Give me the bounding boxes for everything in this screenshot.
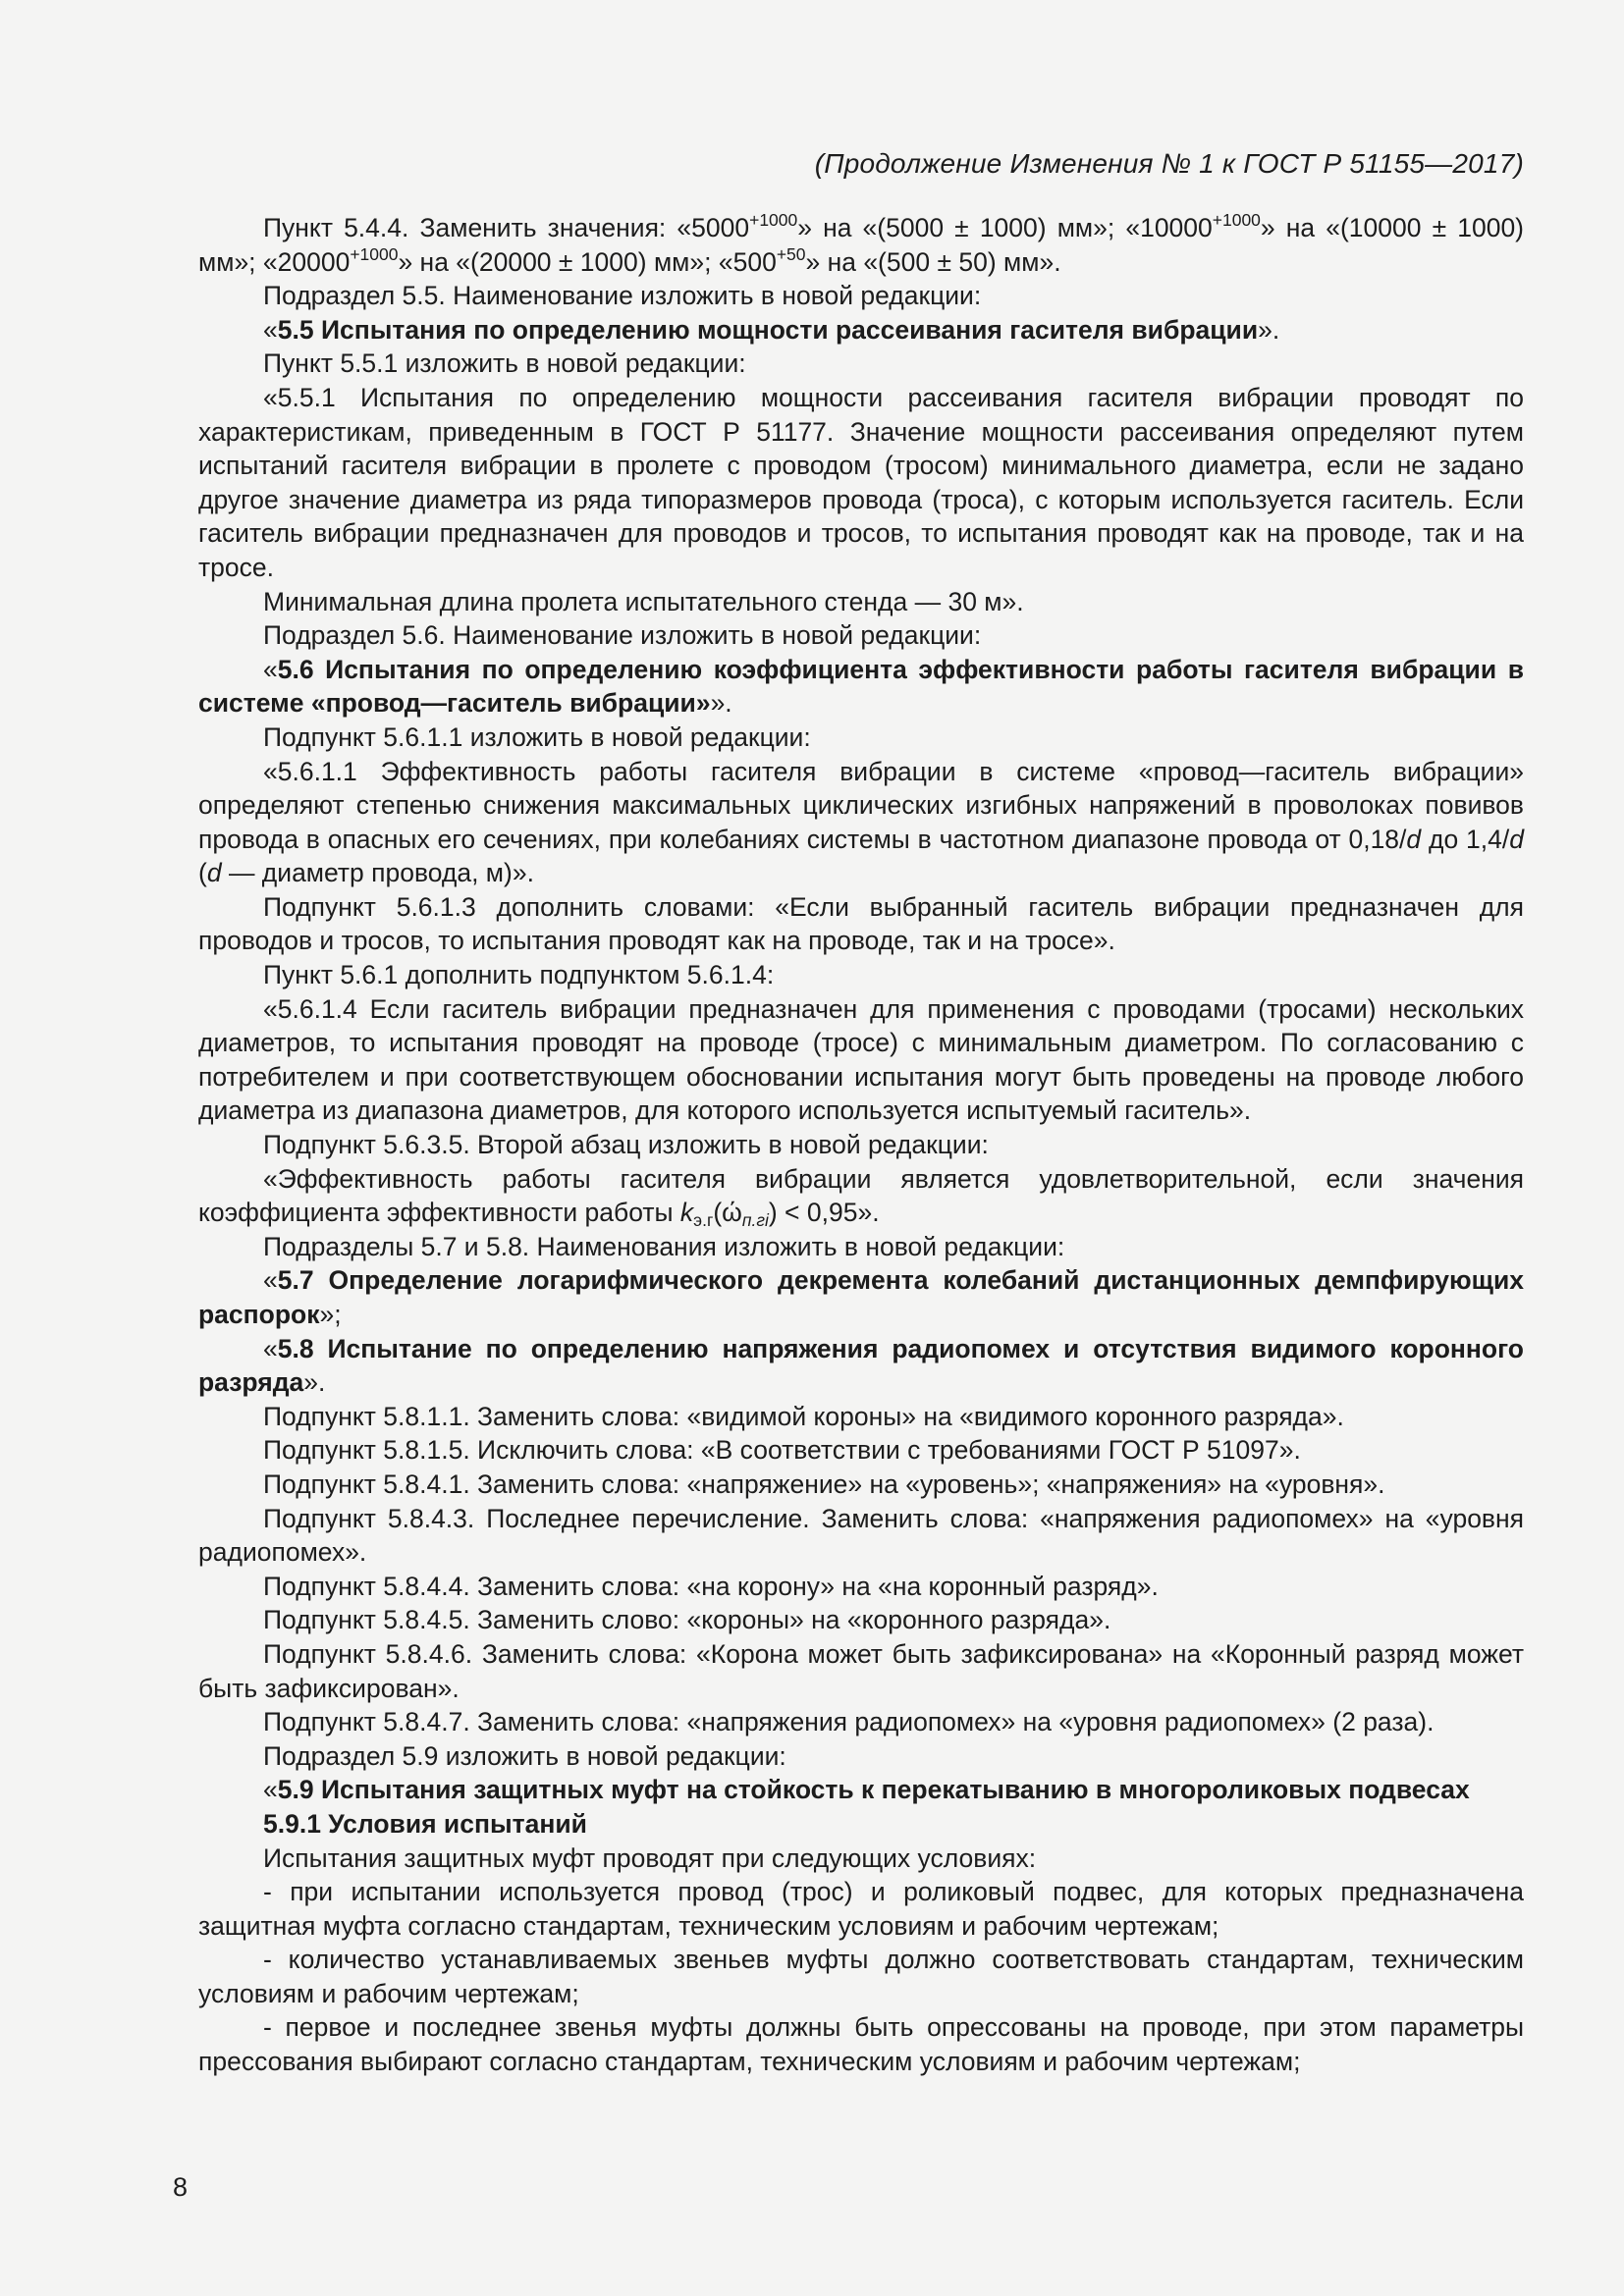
running-header: (Продолжение Изменения № 1 к ГОСТ Р 51155—2017) bbox=[814, 148, 1524, 179]
paragraph: Подразделы 5.7 и 5.8. Наименования изложить в новой редакции: bbox=[263, 1231, 1065, 1261]
paragraph: Подпункт 5.8.4.7. Заменить слова: «напряжения радиопомех» на «уровня радиопомех» (2 раза). bbox=[263, 1707, 1435, 1737]
paragraph-5-4-4: Пункт 5.4.4. Заменить значения: «$5000^{+1000}$» на «(5000 ± 1000) мм»; «$10000^{+1000}$» на «(10000 ± 1000) мм»; «$20000^{+1000}$» на «(20000 ± 1000) мм»; «$500^{+50}$» на «(500 ± 50) мм». bbox=[198, 210, 1525, 277]
heading-5-8: «5.8 Испытание по определению напряжения радиопомех и отсутствия видимого коронного разряда». bbox=[198, 1333, 1524, 1398]
paragraph: Подпункт 5.6.1.3 дополнить словами: «Если выбранный гаситель вибрации предназначен для проводов и тросов, то испытания проводят как на проводе, так и на тросе». bbox=[198, 891, 1524, 956]
paragraph: Подпункт 5.6.3.5. Второй абзац изложить в новой редакции: bbox=[263, 1130, 989, 1160]
paragraph: Подраздел 5.5. Наименование изложить в новой редакции: bbox=[263, 281, 982, 311]
paragraph: Минимальная длина пролета испытательного стенда — 30 м». bbox=[263, 586, 1024, 616]
paragraph: Подраздел 5.9 изложить в новой редакции: bbox=[263, 1740, 786, 1771]
paragraph: Подпункт 5.8.4.3. Последнее перечисление. Заменить слова: «напряжения радиопомех» на «уровня радиопомех». bbox=[198, 1503, 1524, 1568]
heading-5-7: «5.7 Определение логарифмического декремента колебаний дистанционных демпфирующих распорок»; bbox=[198, 1265, 1524, 1329]
paragraph: Подпункт 5.8.1.5. Исключить слова: «В соответствии с требованиями ГОСТ Р 51097». bbox=[263, 1435, 1301, 1466]
paragraph: Подраздел 5.6. Наименование изложить в новой редакции: bbox=[263, 620, 982, 651]
paragraph: Испытания защитных муфт проводят при следующих условиях: bbox=[263, 1842, 1037, 1873]
heading-5-6: «5.6 Испытания по определению коэффициента эффективности работы гасителя вибрации в системе «провод—гаситель вибрации»». bbox=[198, 654, 1524, 719]
paragraph: Пункт 5.5.1 изложить в новой редакции: bbox=[263, 348, 746, 379]
paragraph: Подпункт 5.8.1.1. Заменить слова: «видимой короны» на «видимого коронного разряда». bbox=[263, 1401, 1344, 1431]
heading-5-5: «5.5 Испытания по определению мощности рассеивания гасителя вибрации». bbox=[263, 314, 1280, 345]
paragraph: Подпункт 5.8.4.6. Заменить слова: «Корона может быть зафиксирована» на «Коронный разряд может быть зафиксирован». bbox=[198, 1638, 1524, 1703]
paragraph: Подпункт 5.8.4.5. Заменить слово: «короны» на «коронного разряда». bbox=[263, 1605, 1111, 1635]
paragraph: Подпункт 5.8.4.4. Заменить слова: «на корону» на «на коронный разряд». bbox=[263, 1571, 1159, 1601]
list-item: - при испытании используется провод (трос) и роликовый подвес, для которых предназначена защитная муфта согласно стандартам, техническим условиям и рабочим чертежам; bbox=[198, 1877, 1524, 1941]
heading-5-9-1: 5.9.1 Условия испытаний bbox=[263, 1808, 587, 1839]
heading-5-9: «5.9 Испытания защитных муфт на стойкость к перекатыванию в многороликовых подвесах bbox=[263, 1775, 1470, 1805]
paragraph: Подпункт 5.6.1.1 изложить в новой редакции: bbox=[263, 721, 811, 752]
page-number: 8 bbox=[173, 2172, 189, 2202]
paragraph-5-6-1-1: «5.6.1.1 Эффективность работы гасителя вибрации в системе «провод—гаситель вибрации» определяют степенью снижения максимальных циклических изгибных напряжений в проволоках повивов провода в опасных его сечениях, при колебаниях системы в частотном диапазоне провода от 0,18/d до 1,4/d (d — диаметр провода, м)». bbox=[198, 756, 1524, 888]
paragraph-5-5-1: «5.5.1 Испытания по определению мощности рассеивания гасителя вибрации проводят по характеристикам, приведенным в ГОСТ Р 51177. Значение мощности рассеивания определяют путем испытаний гасителя вибрации в пролете с проводом (тросом) минимального диаметра, если не задано другое значение диаметра из ряда типоразмеров провода (троса), с которым используется гаситель. Если гаситель вибрации предназначен для проводов и тросов, то испытания проводят как на проводе, так и на тросе. bbox=[198, 382, 1524, 582]
paragraph: Пункт 5.6.1 дополнить подпунктом 5.6.1.4: bbox=[263, 960, 775, 990]
paragraph-efficiency-formula: «Эффективность работы гасителя вибрации является удовлетворительной, если значения коэффициента эффективности работы $k_{э.г}(ώ_{п.гi}) < 0,95$». bbox=[198, 1163, 1524, 1231]
list-item: - количество устанавливаемых звеньев муфты должно соответствовать стандартам, техническим условиям и рабочим чертежам; bbox=[198, 1945, 1524, 2008]
paragraph-5-6-1-4: «5.6.1.4 Если гаситель вибрации предназначен для применения с проводами (тросами) нескольких диаметров, то испытания проводят на проводе (тросе) с минимальным диаметром. По согласованию с потребителем и при соответствующем обосновании испытания могут быть проведены на проводе любого диаметра из диапазона диаметров, для которого используется испытуемый гаситель». bbox=[198, 993, 1524, 1126]
paragraph: Подпункт 5.8.4.1. Заменить слова: «напряжение» на «уровень»; «напряжения» на «уровня». bbox=[263, 1468, 1385, 1499]
document-body bbox=[198, 211, 1524, 2079]
list-item: - первое и последнее звенья муфты должны быть опрессованы на проводе, при этом параметры прессования выбирают согласно стандартам, техническим условиям и рабочим чертежам; bbox=[198, 2012, 1524, 2077]
